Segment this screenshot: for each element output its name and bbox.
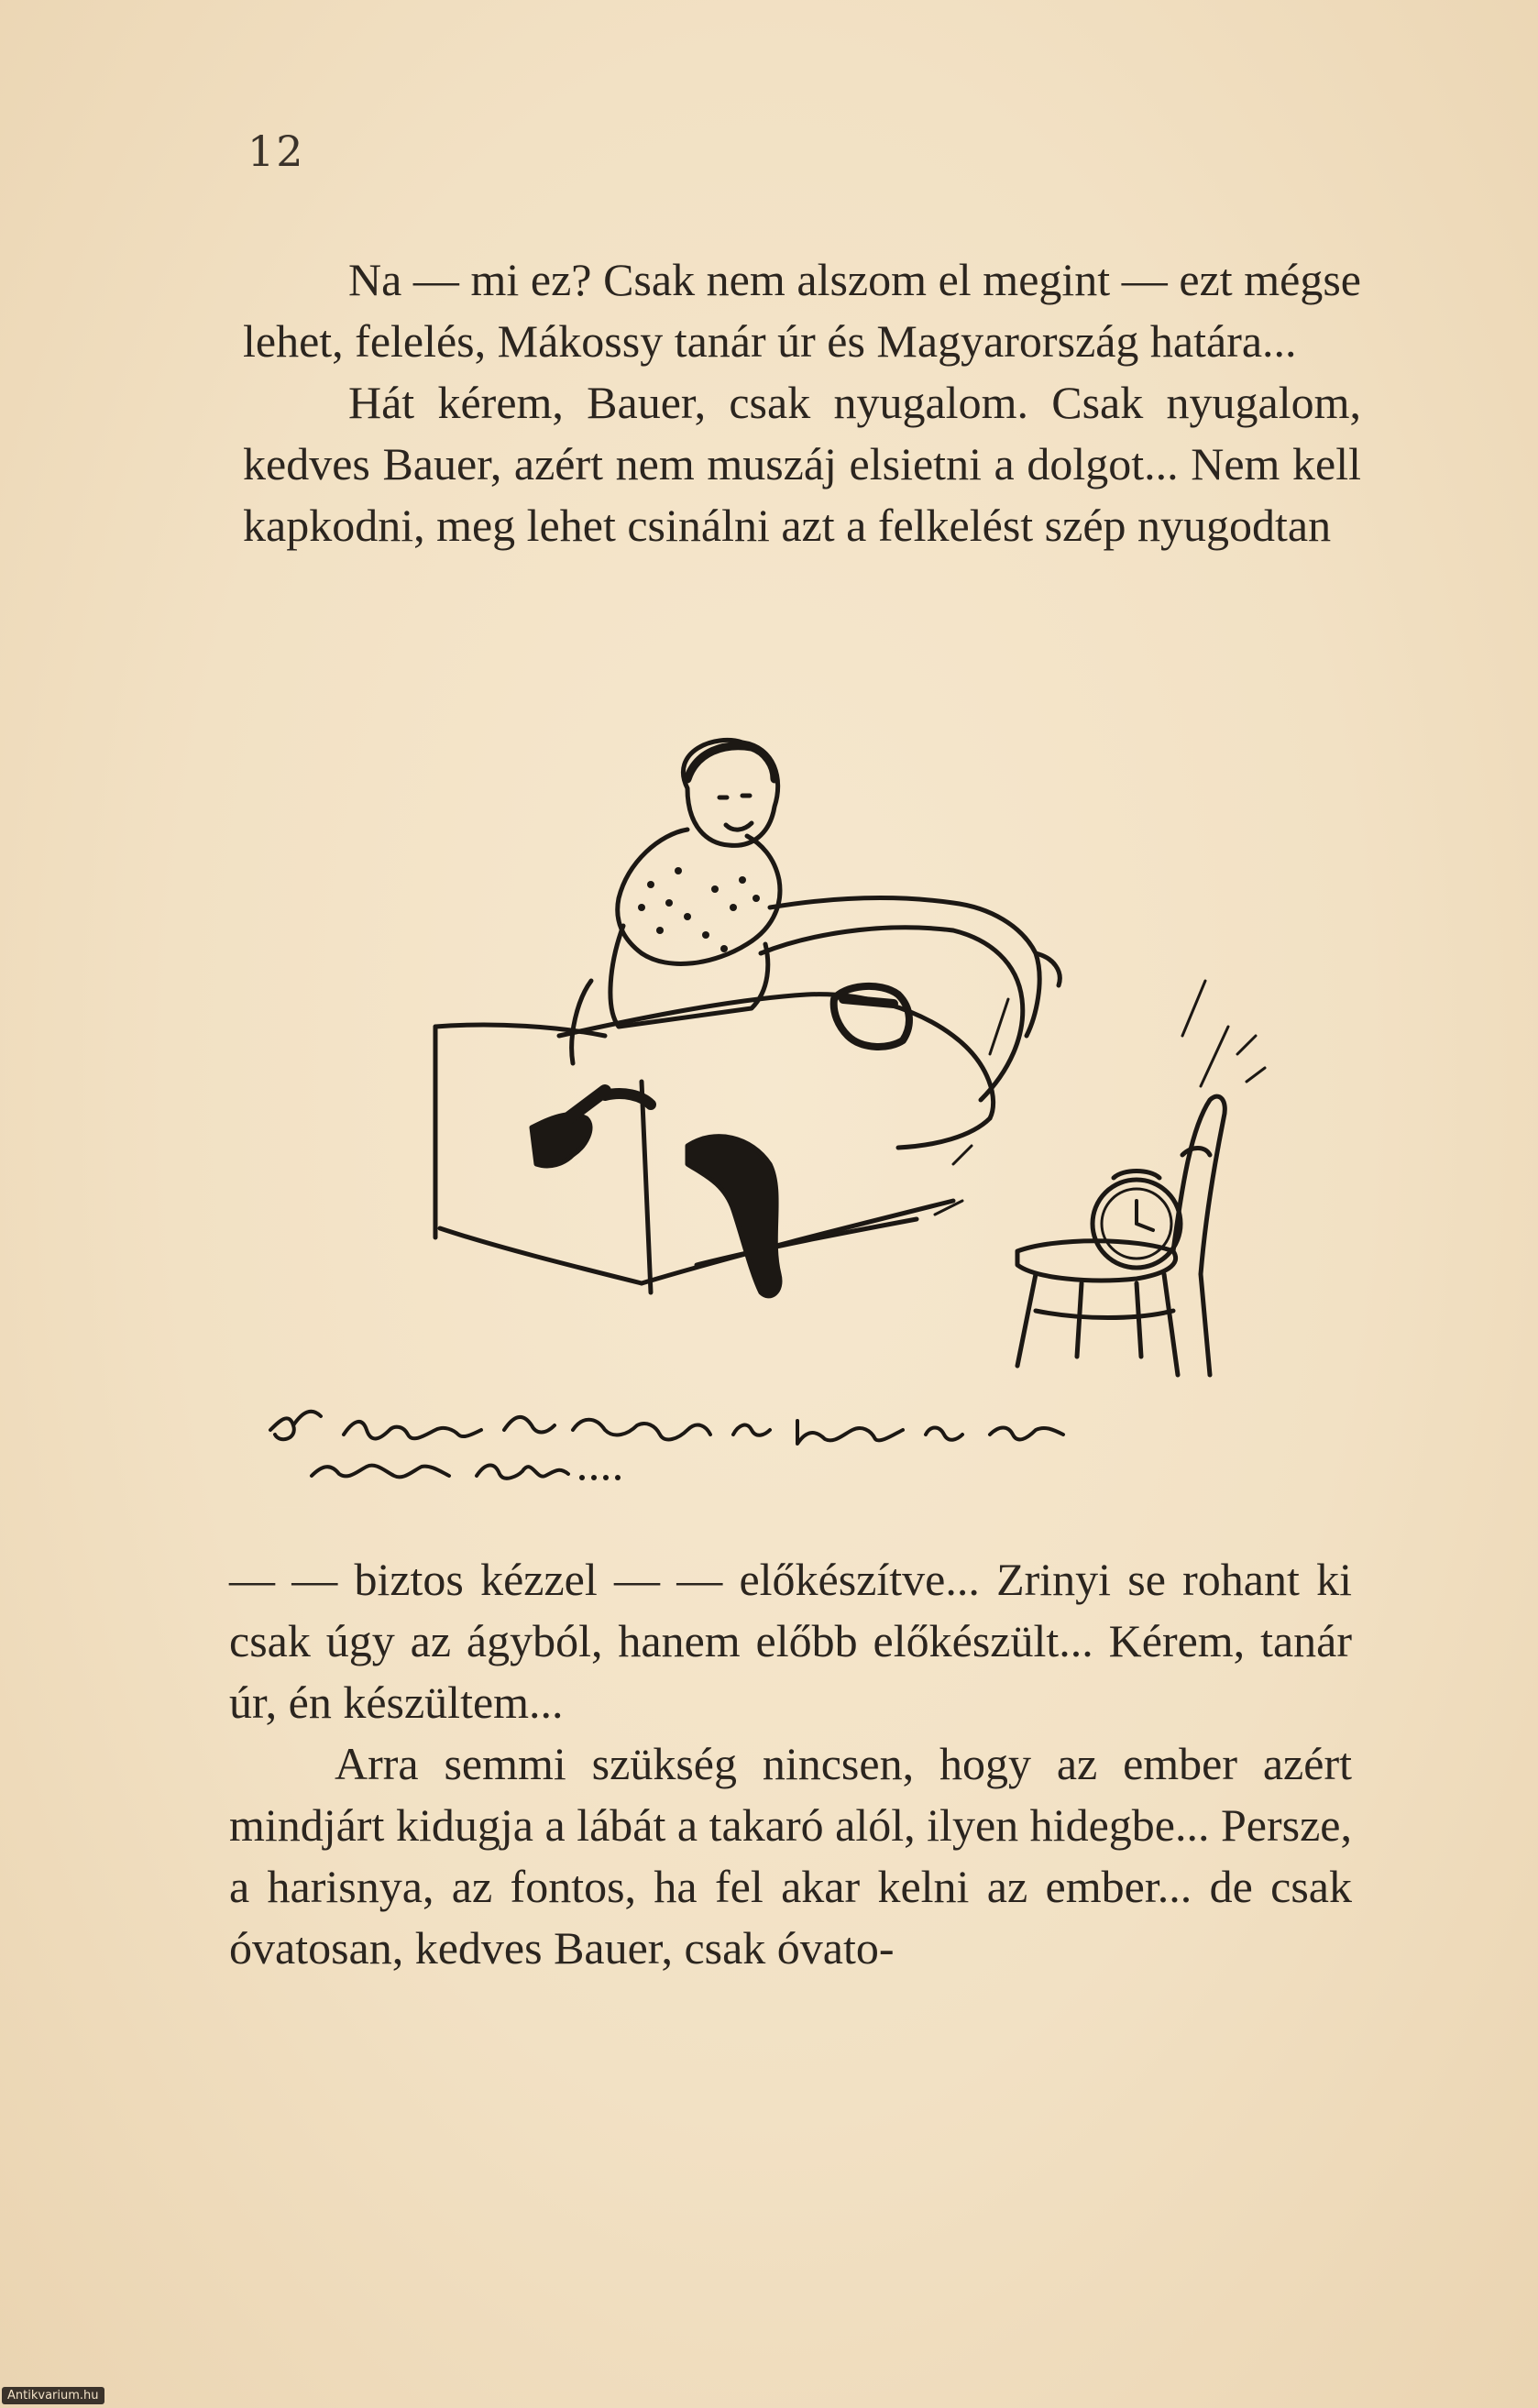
- paragraph: Arra semmi szükség nincsen, hogy az ember azért mindjárt kidugja a lábát a takaró alól, ilyen hidegbe... Persze, a harisnya, az fontos, ha fel akar kelni az ember... de csak óvatosan, kedves Bauer, csak óvato-: [229, 1738, 1352, 1974]
- top-text-block: [243, 249, 1361, 556]
- paragraph: Hát kérem, Bauer, csak nyugalom. Csak nyugalom, kedves Bauer, azért nem muszáj elsietni a dolgot... Nem kell kapkodni, meg lehet csinálni azt a felkelést szép nyugodtan: [243, 377, 1361, 551]
- paragraph: Na — mi ez? Csak nem alszom el megint — ezt mégse lehet, felelés, Mákossy tanár úr és Magyarország határa...: [243, 254, 1361, 367]
- handwritten-caption-icon: [266, 1393, 1228, 1512]
- page-number: 12: [247, 126, 305, 176]
- caption-text: A katonák ott állanak a határon és nem mernek átlépni....: [266, 1507, 320, 1509]
- bottom-text-block: [229, 1549, 1352, 1979]
- watermark-label: Antikvarium.hu: [2, 2387, 104, 2404]
- paragraph: — — biztos kézzel — — előkészítve... Zrinyi se rohant ki csak úgy az ágyból, hanem előbb előkészült... Kérem, tanár úr, én készültem...: [229, 1554, 1352, 1728]
